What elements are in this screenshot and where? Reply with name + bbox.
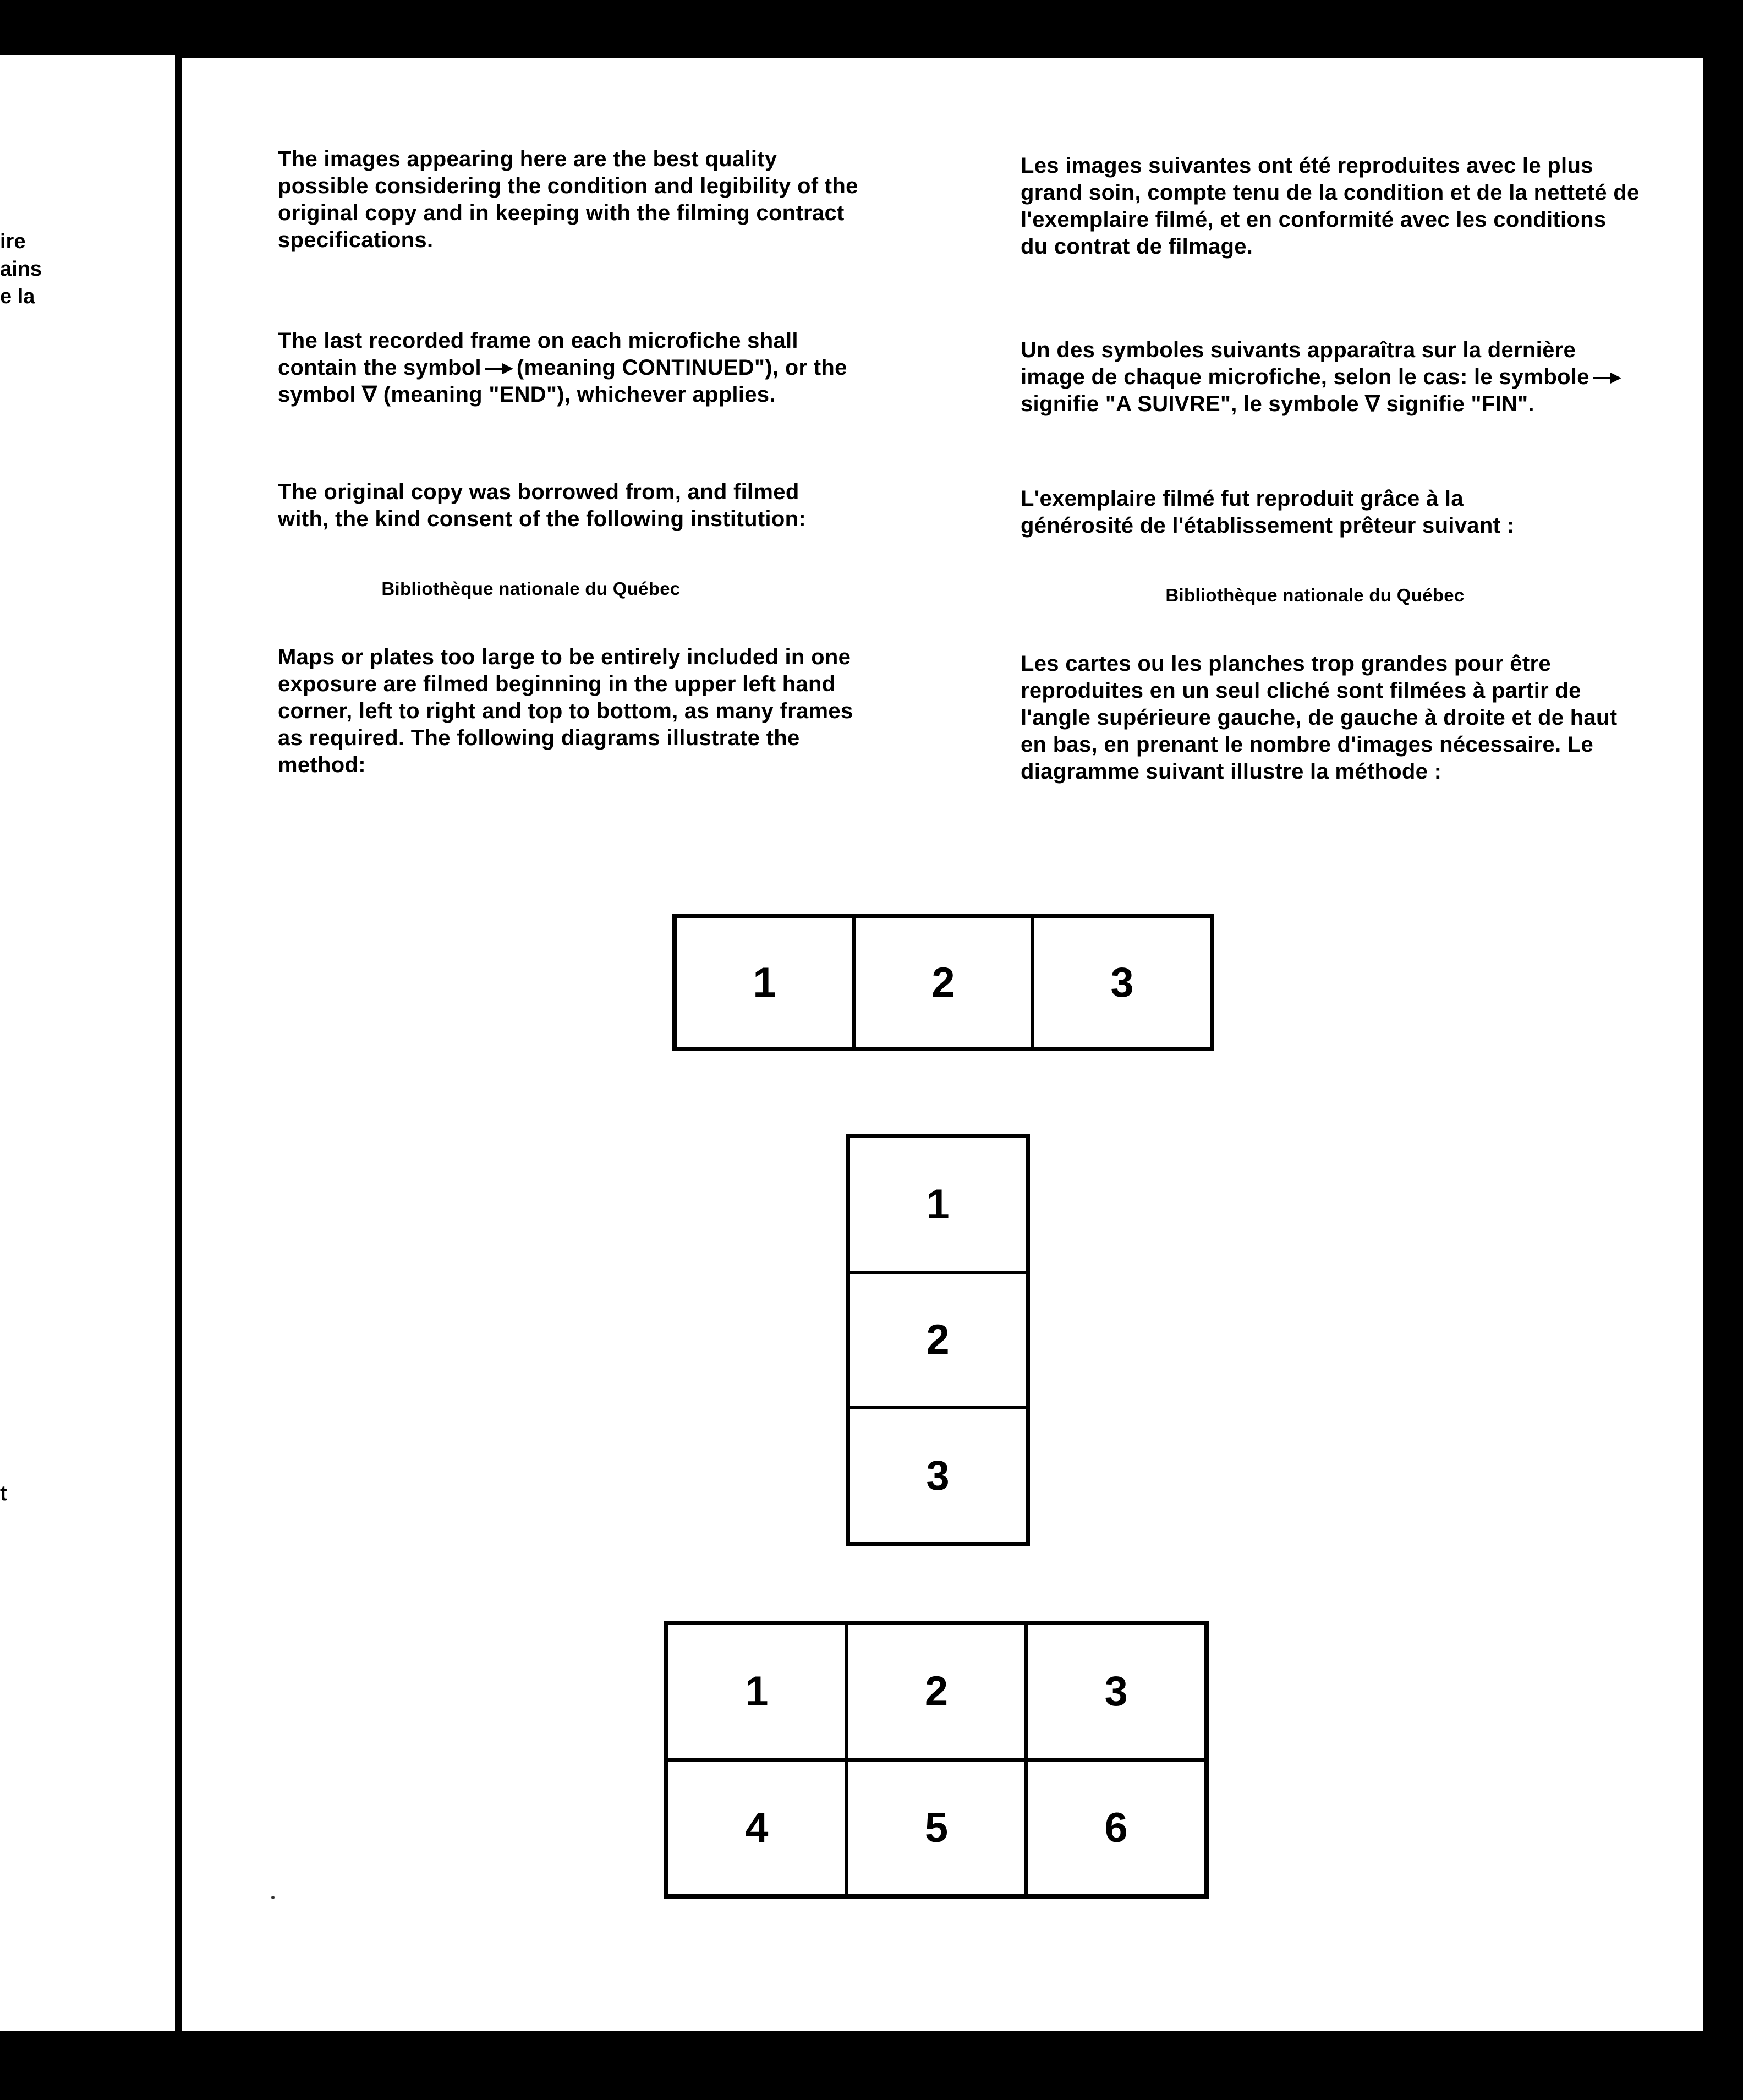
frame-cell: 3 [1026, 1623, 1206, 1760]
french-lender-notice: L'exemplaire filmé fut reproduit grâce à la générosité de l'établissement prêteur suivant : [1021, 486, 1515, 538]
english-maps-notice: Maps or plates too large to be entirely included in one exposure are filmed beginning in the upper left hand corner, left to right and top to bottom, as many frames as required. The following diagrams illustrate the method: [278, 645, 853, 777]
frame-cell: 1 [848, 1136, 1027, 1272]
english-quality-notice: The images appearing here are the best quality possible considering the condition and legibility of the original copy and in keeping with the filming contract specifications. [278, 147, 858, 252]
frame-cell: 1 [675, 916, 854, 1048]
frame-cell: 2 [847, 1623, 1027, 1760]
frame-cell: 6 [1026, 1760, 1206, 1896]
diagram-grid-of-six [664, 1621, 1209, 1899]
text-fragment: ire [0, 230, 26, 253]
frame-cell: 3 [1033, 916, 1212, 1048]
scan-speck [271, 1896, 275, 1899]
french-institution-name: Bibliothèque nationale du Québec [1165, 585, 1465, 605]
english-symbol-notice [278, 327, 867, 408]
adjacent-page-strip [0, 55, 175, 2031]
english-institution-name: Bibliothèque nationale du Québec [381, 578, 681, 599]
text-fragment: t [0, 1482, 7, 1505]
english-symbol-text-b: (meaning CONTINUED"), or the symbol ∇ (meaning "END"), whichever applies. [278, 356, 847, 407]
french-quality-notice: Les images suivantes ont été reproduites avec le plus grand soin, compte tenu de la condition et de la netteté de l'exemplaire filmé, et en conformité avec les conditions du contrat de filmage. [1021, 154, 1640, 259]
diagram-row-of-three [672, 914, 1214, 1051]
french-symbol-text-a: Un des symboles suivants apparaîtra sur la dernière image de chaque microfiche, selon le cas: le symbole [1021, 338, 1589, 389]
english-lender-notice: The original copy was borrowed from, and filmed with, the kind consent of the following institution: [278, 480, 806, 531]
french-maps-notice: Les cartes ou les planches trop grandes pour être reproduites en un seul cliché sont filmées à partir de l'angle supérieure gauche, de gauche à droite et de haut en bas, en prenant le nombre d'images nécessaire. Le diagramme suivant illustre la méthode : [1021, 652, 1618, 784]
frame-cell: 5 [847, 1760, 1027, 1896]
text-fragment: e la [0, 285, 35, 308]
diagram-column-of-three [846, 1134, 1030, 1546]
page-divider [175, 55, 182, 2031]
frame-cell: 2 [854, 916, 1033, 1048]
continued-arrow-icon [485, 365, 513, 372]
frame-cell: 3 [848, 1408, 1027, 1544]
french-symbol-text-b: signifie "A SUIVRE", le symbole ∇ signifie "FIN". [1021, 392, 1534, 416]
microfiche-target-page [182, 58, 1703, 2031]
english-symbol-text-a: The last recorded frame on each microfiche shall contain the symbol [278, 329, 798, 380]
text-fragment: ains [0, 258, 42, 281]
frame-cell: 4 [667, 1760, 847, 1896]
frame-cell: 1 [667, 1623, 847, 1760]
french-symbol-notice [1021, 337, 1640, 418]
frame-cell: 2 [848, 1272, 1027, 1408]
continued-arrow-icon [1593, 375, 1621, 381]
